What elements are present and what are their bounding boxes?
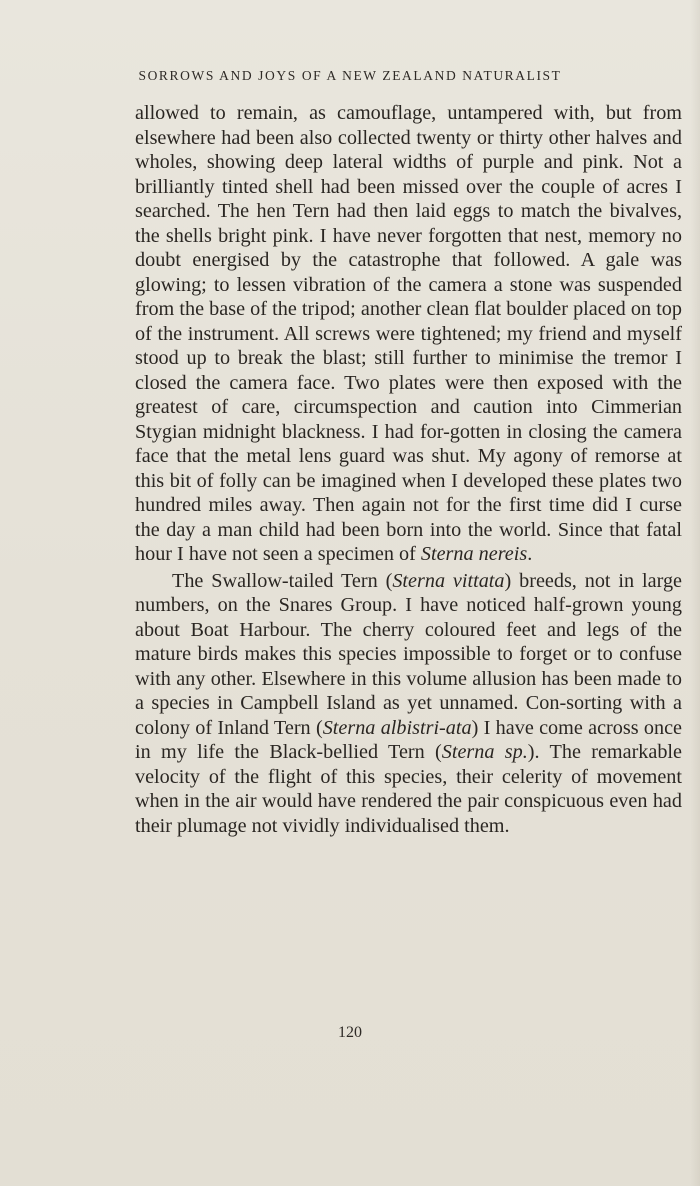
body-text xyxy=(135,101,682,838)
page-number: 120 xyxy=(338,1024,362,1041)
paragraph-2-text: ) I have come across once in my life the Black-bellied Tern ( xyxy=(135,716,683,763)
page-edge-shadow xyxy=(690,0,700,1186)
species-name: Sterna vittata xyxy=(392,569,505,592)
species-name: Sterna albistri-ata xyxy=(322,716,472,739)
paragraph-2-text: ). The remarkable velocity of the flight of this species, their celerity of movement when in the air would have rendered the pair conspicuous even had their plumage not vividly individualised them. xyxy=(135,741,683,837)
paragraph-2 xyxy=(135,569,682,839)
paragraph-1-text: allowed to remain, as camouflage, untampered with, but from elsewhere had been also collected twenty or thirty other halves and wholes, showing deep lateral widths of purple and pink. Not a brilliantly tinted shell had been missed over the couple of acres I searched. The hen Tern had then laid eggs to match the bivalves, the shells bright pink. I have never forgotten that nest, memory no doubt energised by the catastrophe that followed. A gale was glowing; to lessen vibration of the camera a stone was suspended from the base of the tripod; another clean flat boulder placed on top of the instrument. All screws were tightened; my friend and myself stood up to break the blast; still further to minimise the tremor I closed the camera face. Two plates were then exposed with the greatest of care, circumspection and caution into Cimmerian Stygian midnight blackness. I had for-gotten in closing the camera face that the metal lens guard was shut. My agony of remorse at this bit of folly can be imagined when I developed these plates two hundred miles away. Then again not for the first time did I curse the day a man child had been born into the world. Since that fatal hour I have not seen a specimen of xyxy=(135,102,682,565)
running-head: SORROWS AND JOYS OF A NEW ZEALAND NATURALIST xyxy=(138,68,562,83)
species-name: Sterna sp. xyxy=(441,741,528,763)
paragraph-2-text: ) breeds, not in large numbers, on the Snares Group. I have noticed half-grown young about Boat Harbour. The cherry coloured feet and legs of the mature birds makes this species impossible to forget or to confuse with any other. Elsewhere in this volume allusion has been made to a species in Campbell Island as yet unnamed. Con-sorting with a colony of Inland Tern ( xyxy=(135,569,682,739)
paragraph-2-text: The Swallow-tailed Tern ( xyxy=(172,569,393,592)
paragraph-1-end: . xyxy=(527,543,533,565)
paragraph-1 xyxy=(135,101,682,567)
species-name: Sterna nereis xyxy=(420,543,528,565)
